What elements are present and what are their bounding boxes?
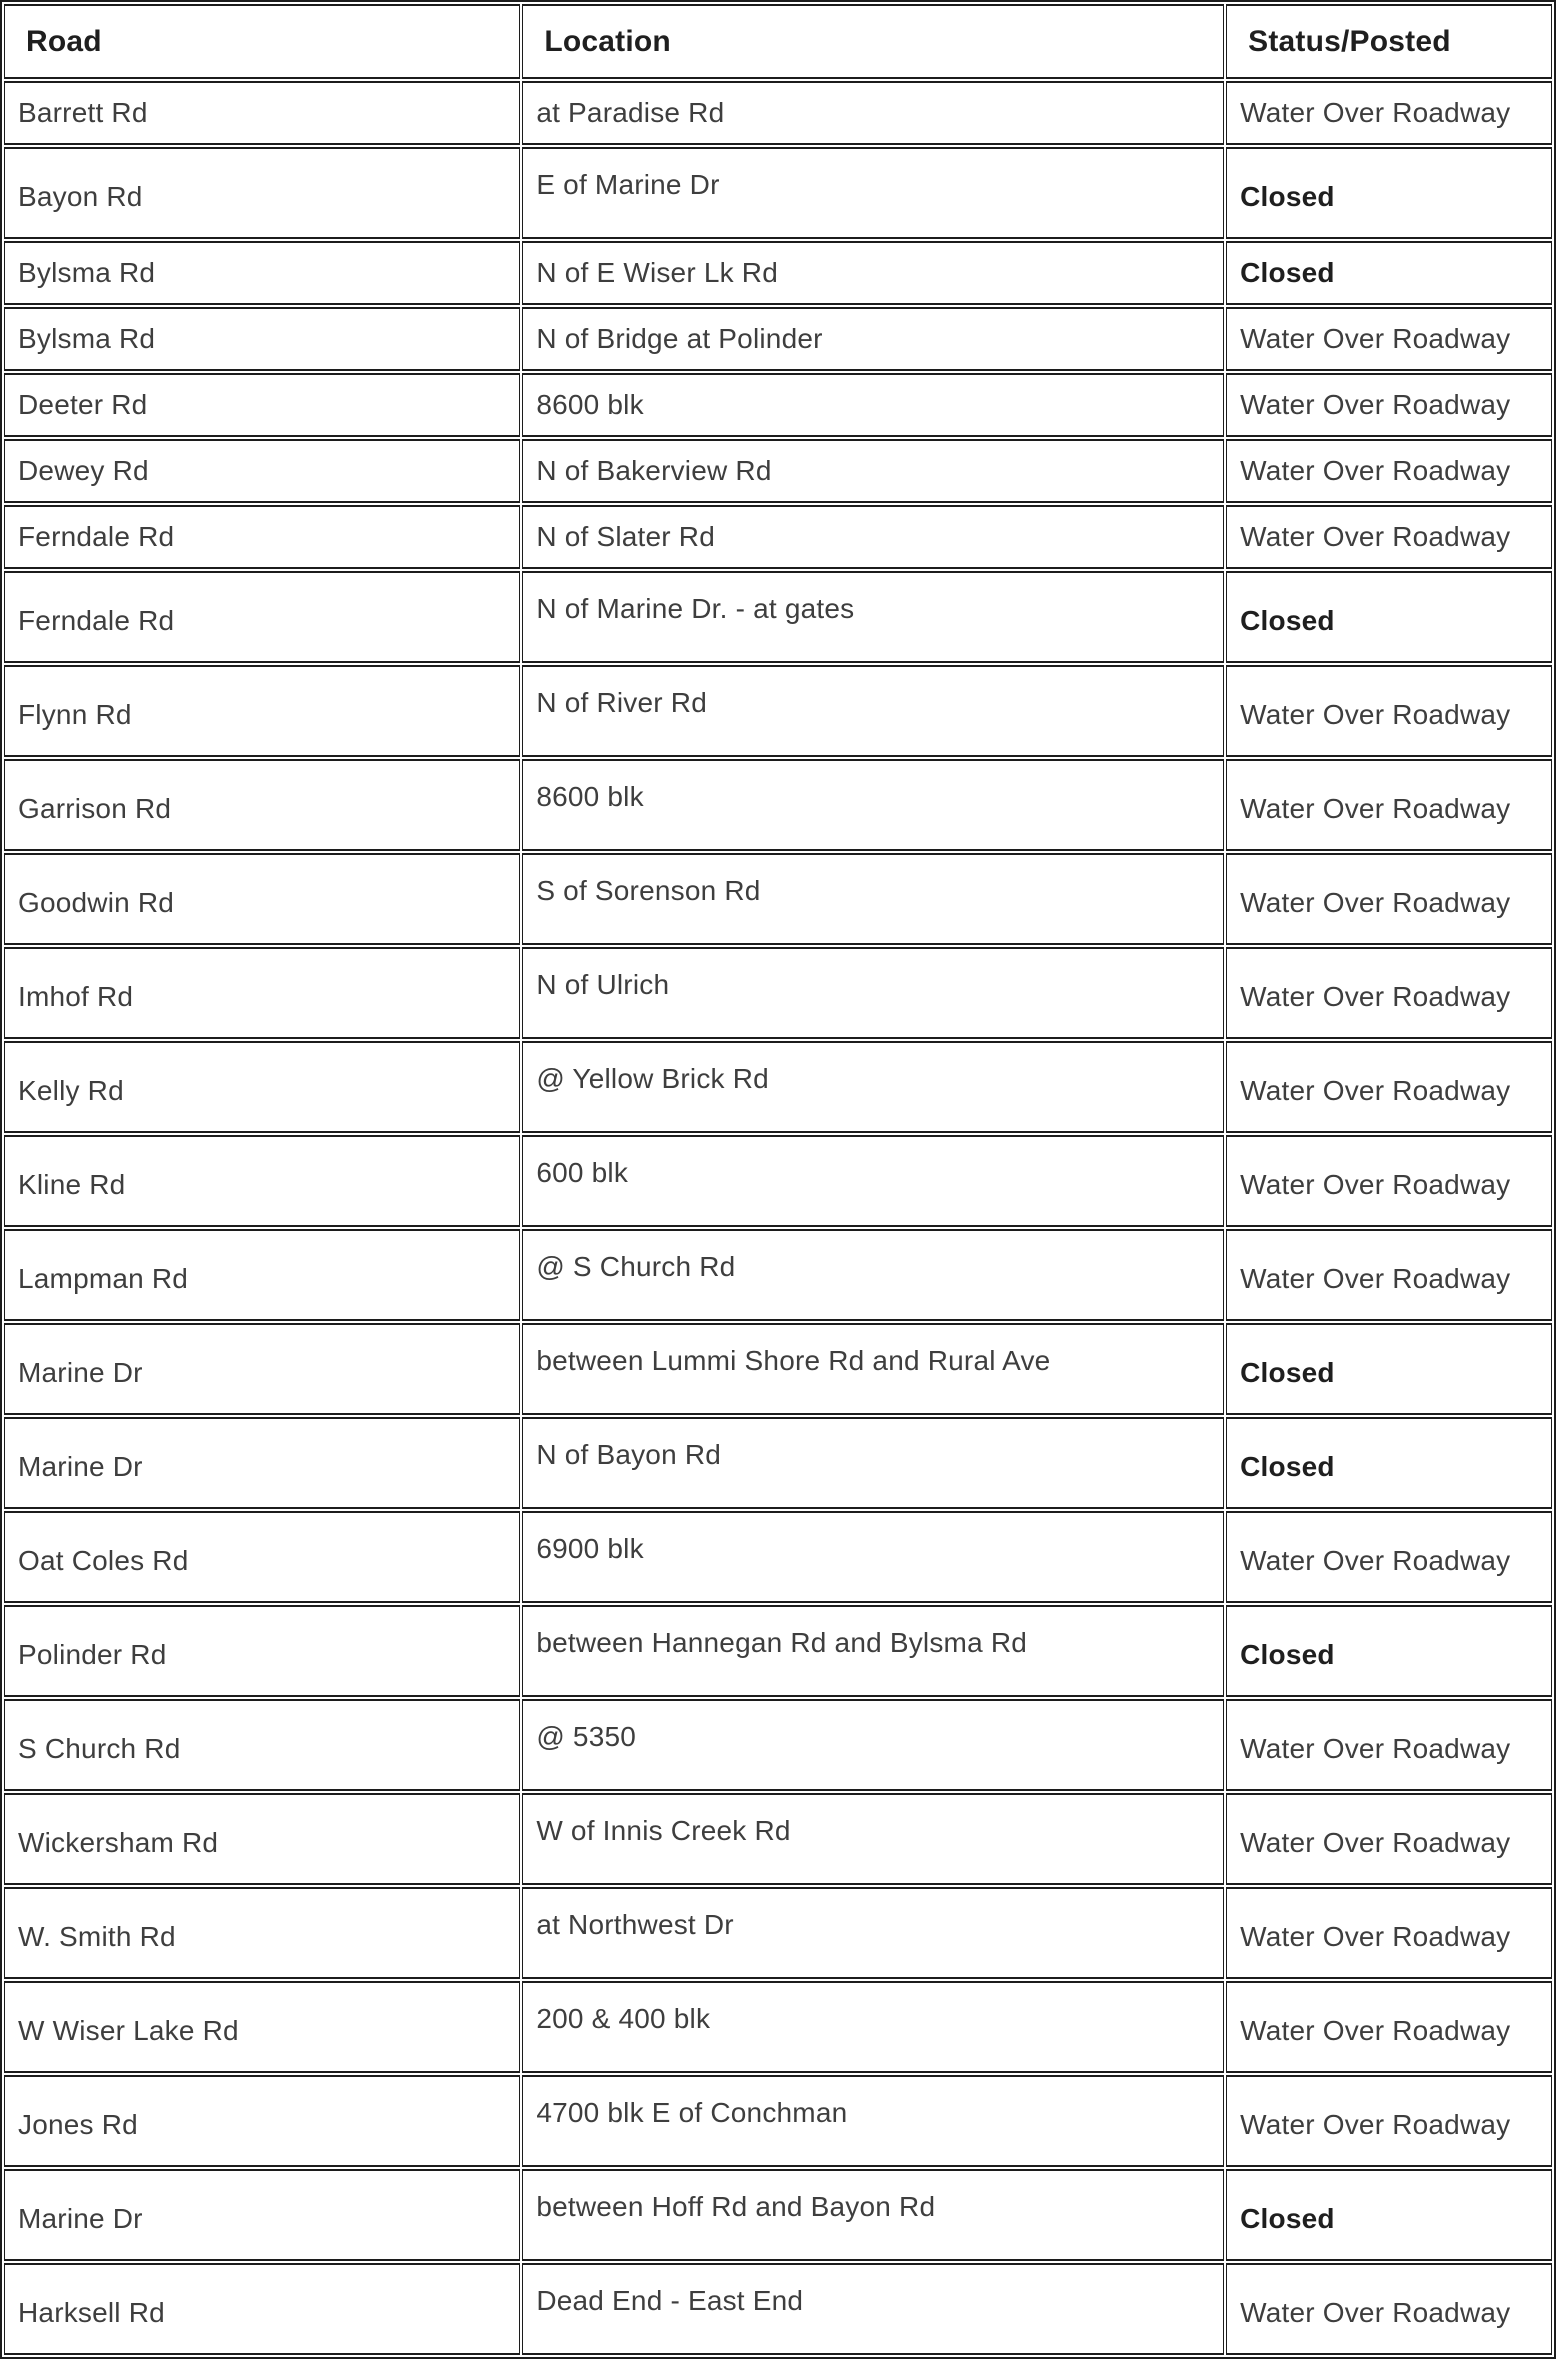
location-cell: N of Slater Rd bbox=[522, 505, 1224, 569]
location-cell: N of Bridge at Polinder bbox=[522, 307, 1224, 371]
location-cell: between Hoff Rd and Bayon Rd bbox=[522, 2169, 1224, 2261]
status-cell: Water Over Roadway bbox=[1226, 1887, 1552, 1979]
table-row bbox=[4, 1887, 1552, 1979]
location-cell: S of Sorenson Rd bbox=[522, 853, 1224, 945]
table-row bbox=[4, 307, 1552, 371]
table-header bbox=[4, 4, 1552, 79]
road-cell: Jones Rd bbox=[4, 2075, 520, 2167]
status-cell: Closed bbox=[1226, 1417, 1552, 1509]
status-cell: Closed bbox=[1226, 241, 1552, 305]
table-row bbox=[4, 759, 1552, 851]
road-cell: Bayon Rd bbox=[4, 147, 520, 239]
status-cell: Water Over Roadway bbox=[1226, 81, 1552, 145]
road-cell: Oat Coles Rd bbox=[4, 1511, 520, 1603]
table-row bbox=[4, 1511, 1552, 1603]
table-row bbox=[4, 947, 1552, 1039]
status-cell: Closed bbox=[1226, 1323, 1552, 1415]
column-header-road: Road bbox=[4, 4, 520, 79]
table-row bbox=[4, 1041, 1552, 1133]
table-row bbox=[4, 1323, 1552, 1415]
table-row bbox=[4, 1981, 1552, 2073]
table-row bbox=[4, 439, 1552, 503]
location-cell: N of Marine Dr. - at gates bbox=[522, 571, 1224, 663]
road-cell: Ferndale Rd bbox=[4, 505, 520, 569]
status-cell: Water Over Roadway bbox=[1226, 2075, 1552, 2167]
status-cell: Water Over Roadway bbox=[1226, 853, 1552, 945]
location-cell: W of Innis Creek Rd bbox=[522, 1793, 1224, 1885]
location-cell: between Lummi Shore Rd and Rural Ave bbox=[522, 1323, 1224, 1415]
status-cell: Water Over Roadway bbox=[1226, 1135, 1552, 1227]
road-cell: Flynn Rd bbox=[4, 665, 520, 757]
road-cell: Marine Dr bbox=[4, 2169, 520, 2261]
road-cell: Polinder Rd bbox=[4, 1605, 520, 1697]
status-cell: Closed bbox=[1226, 571, 1552, 663]
road-cell: Bylsma Rd bbox=[4, 307, 520, 371]
location-cell: N of Bayon Rd bbox=[522, 1417, 1224, 1509]
status-cell: Water Over Roadway bbox=[1226, 1229, 1552, 1321]
table-row bbox=[4, 2169, 1552, 2261]
location-cell: 4700 blk E of Conchman bbox=[522, 2075, 1224, 2167]
location-cell: between Hannegan Rd and Bylsma Rd bbox=[522, 1605, 1224, 1697]
location-cell: E of Marine Dr bbox=[522, 147, 1224, 239]
road-cell: Kline Rd bbox=[4, 1135, 520, 1227]
status-cell: Water Over Roadway bbox=[1226, 373, 1552, 437]
status-cell: Water Over Roadway bbox=[1226, 439, 1552, 503]
location-cell: 600 blk bbox=[522, 1135, 1224, 1227]
table-row bbox=[4, 147, 1552, 239]
location-cell: at Paradise Rd bbox=[522, 81, 1224, 145]
road-cell: Garrison Rd bbox=[4, 759, 520, 851]
road-cell: Ferndale Rd bbox=[4, 571, 520, 663]
table-row bbox=[4, 665, 1552, 757]
location-cell: @ 5350 bbox=[522, 1699, 1224, 1791]
location-cell: at Northwest Dr bbox=[522, 1887, 1224, 1979]
road-cell: W Wiser Lake Rd bbox=[4, 1981, 520, 2073]
status-cell: Water Over Roadway bbox=[1226, 1041, 1552, 1133]
status-cell: Water Over Roadway bbox=[1226, 1511, 1552, 1603]
status-cell: Water Over Roadway bbox=[1226, 759, 1552, 851]
road-cell: Kelly Rd bbox=[4, 1041, 520, 1133]
status-cell: Water Over Roadway bbox=[1226, 307, 1552, 371]
table-row bbox=[4, 373, 1552, 437]
column-header-status: Status/Posted bbox=[1226, 4, 1552, 79]
status-cell: Water Over Roadway bbox=[1226, 947, 1552, 1039]
road-cell: Barrett Rd bbox=[4, 81, 520, 145]
road-cell: Lampman Rd bbox=[4, 1229, 520, 1321]
status-cell: Closed bbox=[1226, 1605, 1552, 1697]
status-cell: Water Over Roadway bbox=[1226, 1793, 1552, 1885]
road-cell: Imhof Rd bbox=[4, 947, 520, 1039]
road-cell: S Church Rd bbox=[4, 1699, 520, 1791]
table-row bbox=[4, 81, 1552, 145]
table-row bbox=[4, 1135, 1552, 1227]
location-cell: 8600 blk bbox=[522, 759, 1224, 851]
location-cell: N of River Rd bbox=[522, 665, 1224, 757]
table-row bbox=[4, 2075, 1552, 2167]
status-cell: Closed bbox=[1226, 147, 1552, 239]
status-cell: Water Over Roadway bbox=[1226, 665, 1552, 757]
status-cell: Water Over Roadway bbox=[1226, 1981, 1552, 2073]
road-cell: Deeter Rd bbox=[4, 373, 520, 437]
status-cell: Water Over Roadway bbox=[1226, 1699, 1552, 1791]
location-cell: 200 & 400 blk bbox=[522, 1981, 1224, 2073]
location-cell: N of Ulrich bbox=[522, 947, 1224, 1039]
table-body bbox=[4, 81, 1552, 2355]
road-cell: Goodwin Rd bbox=[4, 853, 520, 945]
road-cell: W. Smith Rd bbox=[4, 1887, 520, 1979]
road-cell: Harksell Rd bbox=[4, 2263, 520, 2355]
location-cell: @ Yellow Brick Rd bbox=[522, 1041, 1224, 1133]
location-cell: @ S Church Rd bbox=[522, 1229, 1224, 1321]
table-row bbox=[4, 1699, 1552, 1791]
location-cell: N of Bakerview Rd bbox=[522, 439, 1224, 503]
location-cell: N of E Wiser Lk Rd bbox=[522, 241, 1224, 305]
road-cell: Marine Dr bbox=[4, 1323, 520, 1415]
column-header-location: Location bbox=[522, 4, 1224, 79]
table-row bbox=[4, 505, 1552, 569]
road-cell: Dewey Rd bbox=[4, 439, 520, 503]
road-cell: Wickersham Rd bbox=[4, 1793, 520, 1885]
location-cell: Dead End - East End bbox=[522, 2263, 1224, 2355]
table-row bbox=[4, 241, 1552, 305]
status-cell: Water Over Roadway bbox=[1226, 2263, 1552, 2355]
table-row bbox=[4, 1793, 1552, 1885]
location-cell: 8600 blk bbox=[522, 373, 1224, 437]
table-row bbox=[4, 1605, 1552, 1697]
table-row bbox=[4, 1229, 1552, 1321]
status-cell: Water Over Roadway bbox=[1226, 505, 1552, 569]
road-cell: Marine Dr bbox=[4, 1417, 520, 1509]
table-row bbox=[4, 1417, 1552, 1509]
road-cell: Bylsma Rd bbox=[4, 241, 520, 305]
header-row bbox=[4, 4, 1552, 79]
status-cell: Closed bbox=[1226, 2169, 1552, 2261]
location-cell: 6900 blk bbox=[522, 1511, 1224, 1603]
table-row bbox=[4, 2263, 1552, 2355]
table-row bbox=[4, 571, 1552, 663]
table-row bbox=[4, 853, 1552, 945]
